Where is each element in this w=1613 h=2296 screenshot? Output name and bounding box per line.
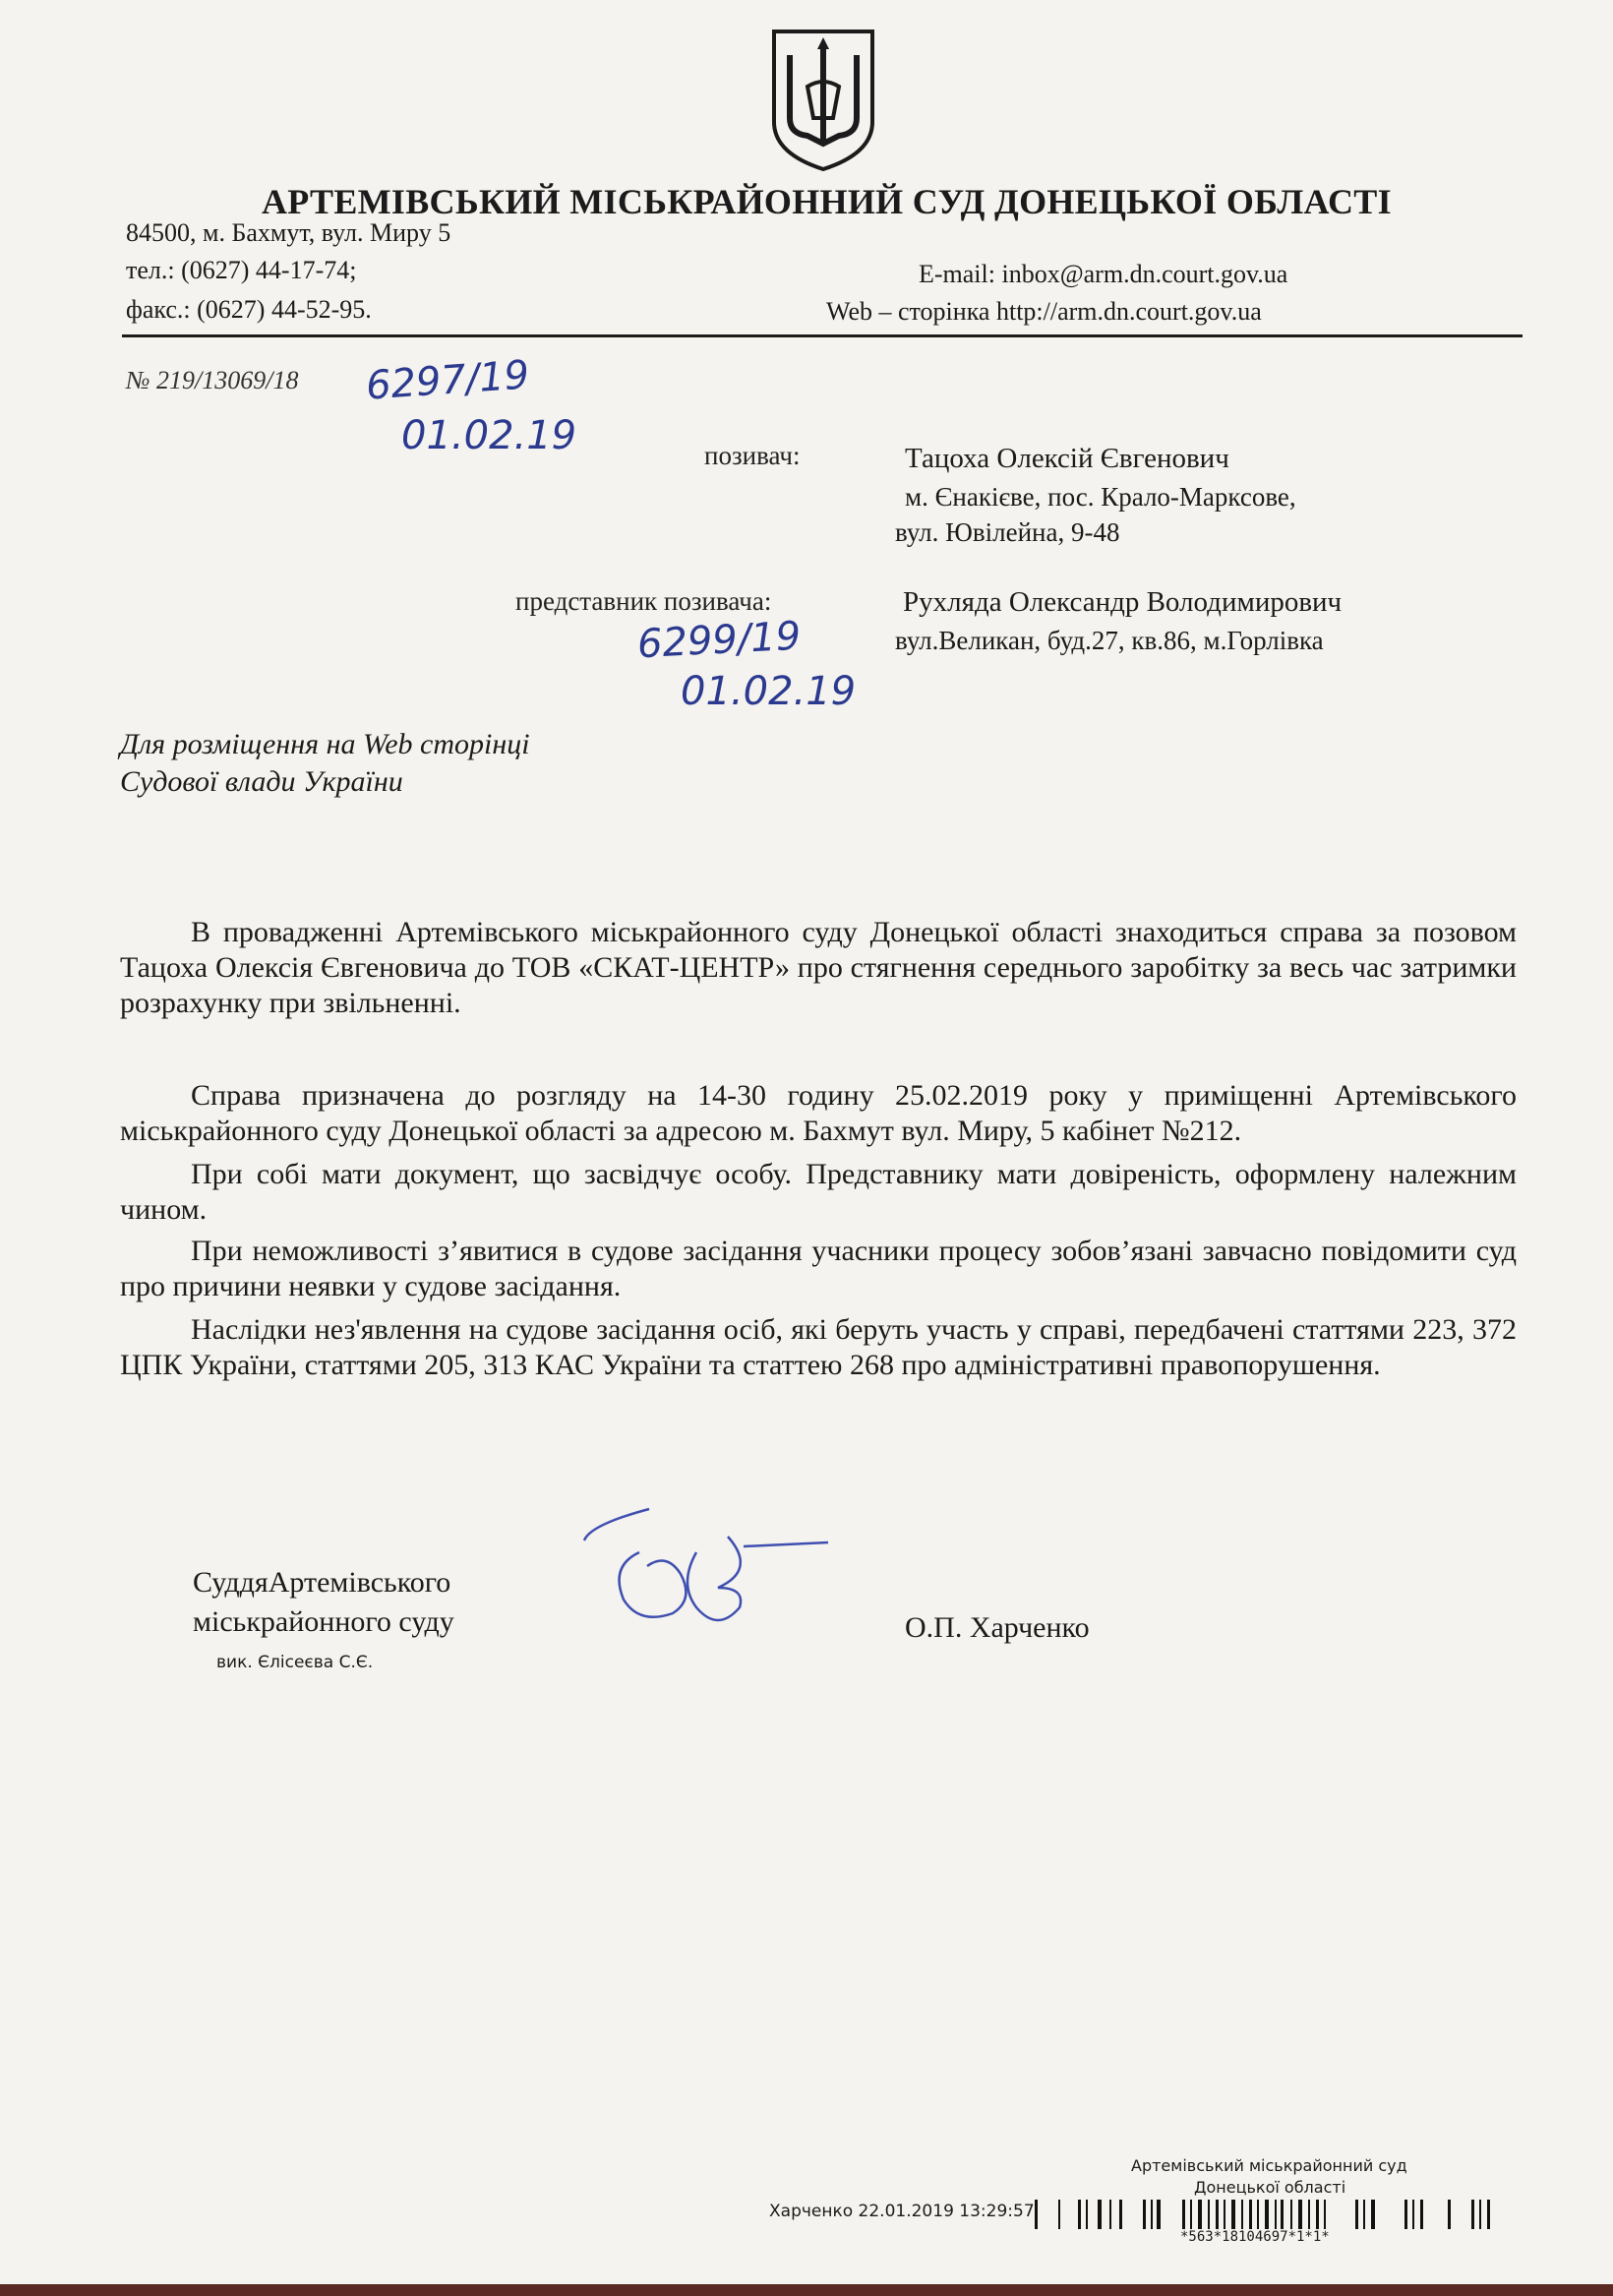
case-reference-number: № 219/13069/18 xyxy=(126,366,299,394)
handwritten-number-plaintiff: 6297/19 xyxy=(364,352,531,409)
plaintiff-address-line2: вул. Ювілейна, 9-48 xyxy=(895,517,1120,547)
body-paragraph-case: В провадженні Артемівського міськрайонного суду Донецької області знаходиться справа за позовом Тацоха Олексія Євгеновича до ТОВ «СКАТ-ЦЕНТР» про стягнення середнього заробітку за весь час затримки розрахунку при звільненні. xyxy=(120,916,1517,1019)
executor-note: вик. Єлісеєва С.Є. xyxy=(216,1653,374,1672)
court-phone: тел.: (0627) 44-17-74; xyxy=(126,256,357,284)
body-paragraph-consequences: Наслідки нез'явлення на судове засідання осіб, які беруть участь у справі, передбачені статтями 223, 372 ЦПК України, статтями 205, 313 КАС України та статтею 268 про адміністративні правопорушення. xyxy=(120,1313,1517,1381)
court-website: Web – сторінка http://arm.dn.court.gov.ua xyxy=(826,297,1262,326)
representative-label: представник позивача: xyxy=(515,586,772,616)
plaintiff-name: Тацоха Олексій Євгенович xyxy=(905,443,1229,474)
court-fax: факс.: (0627) 44-52-95. xyxy=(126,295,372,324)
handwritten-signature-icon xyxy=(570,1497,836,1645)
court-address: 84500, м. Бахмут, вул. Миру 5 xyxy=(126,218,451,247)
header-divider xyxy=(122,334,1523,337)
page-bottom-edge xyxy=(0,2284,1613,2296)
judge-name: О.П. Харченко xyxy=(905,1611,1090,1644)
judge-title-line2: міськрайонного суду xyxy=(193,1605,454,1638)
stamp-court-name: Артемівський міськрайонний суд xyxy=(1131,2156,1407,2175)
barcode-number: *563*18104697*1*1* xyxy=(1180,2229,1330,2245)
handwritten-date-representative: 01.02.19 xyxy=(681,669,857,714)
web-note-line2: Судової влади України xyxy=(120,765,403,798)
court-email: E-mail: inbox@arm.dn.court.gov.ua xyxy=(919,260,1288,288)
plaintiff-label: позивач: xyxy=(704,441,801,470)
stamp-region: Донецької області xyxy=(1194,2178,1346,2197)
body-paragraph-hearing: Справа призначена до розгляду на 14-30 годину 25.02.2019 року у приміщенні Артемівського міськрайонного суду Донецької області за адресою м. Бахмут вул. Миру, 5 кабінет №212. xyxy=(120,1079,1517,1147)
trident-coat-of-arms-icon xyxy=(768,28,878,173)
body-paragraph-absence: При неможливості з’явитися в судове засідання учасники процесу зобов’язані завчасно повідомити суд про причини неявки у судове засідання. xyxy=(120,1235,1517,1302)
web-note-line1: Для розміщення на Web сторінці xyxy=(120,728,530,760)
stamp-signed-line: Харченко 22.01.2019 13:29:57 xyxy=(769,2202,1035,2221)
representative-address: вул.Великан, буд.27, кв.86, м.Горлівка xyxy=(895,626,1324,655)
handwritten-number-representative: 6299/19 xyxy=(635,613,803,668)
judge-title-line1: СуддяАртемівського xyxy=(193,1566,451,1599)
representative-name: Рухляда Олександр Володимирович xyxy=(903,586,1343,618)
handwritten-date-plaintiff: 01.02.19 xyxy=(401,413,577,458)
plaintiff-address-line1: м. Єнакієве, пос. Крало-Марксове, xyxy=(905,482,1296,512)
barcode-icon xyxy=(1035,2198,1517,2231)
web-publication-note xyxy=(120,726,530,801)
body-paragraph-documents: При собі мати документ, що засвідчує особу. Представнику мати довіреність, оформлену належним чином. xyxy=(120,1158,1517,1226)
court-name: АРТЕМІВСЬКИЙ МІСЬКРАЙОННИЙ СУД ДОНЕЦЬКОЇ ОБЛАСТІ xyxy=(262,182,1392,221)
